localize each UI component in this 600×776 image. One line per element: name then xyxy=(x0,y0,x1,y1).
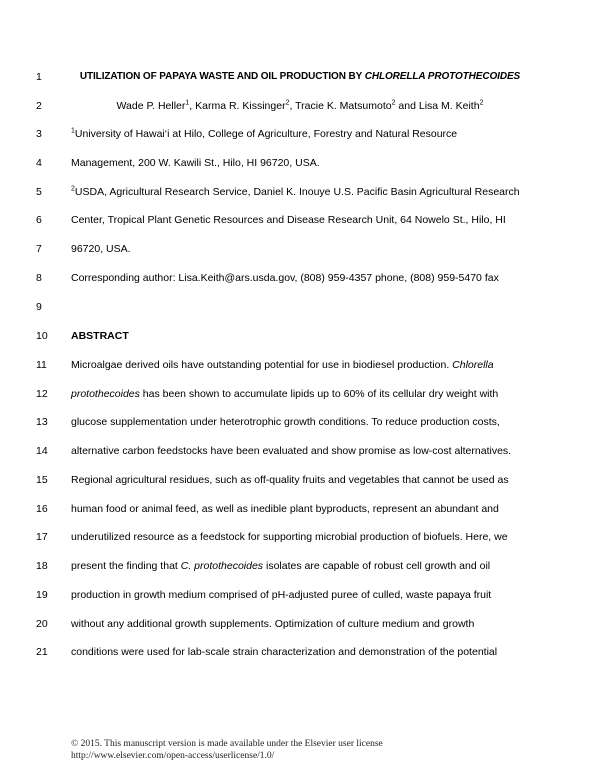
line-number: 2 xyxy=(36,100,42,112)
line-2 xyxy=(0,98,600,114)
line-number: 6 xyxy=(36,214,42,226)
line-14 xyxy=(0,443,600,459)
abstract-text: alternative carbon feedstocks have been evaluated and show promise as low-cost alternatives. xyxy=(71,445,512,457)
abstract-text: Regional agricultural residues, such as off-quality fruits and vegetables that cannot be used as xyxy=(71,474,509,486)
abstract-text: without any additional growth supplements. Optimization of culture medium and growth xyxy=(71,618,475,630)
line-number: 16 xyxy=(36,503,48,515)
line-8 xyxy=(0,270,600,286)
line-number: 3 xyxy=(36,128,42,140)
affiliation-2-end: 96720, USA. xyxy=(71,243,131,255)
license-footer xyxy=(71,738,383,762)
line-9 xyxy=(0,299,600,315)
line-3 xyxy=(0,126,600,142)
abstract-text: protothecoides has been shown to accumulate lipids up to 60% of its cellular dry weight with xyxy=(71,388,499,400)
copyright-notice: © 2015. This manuscript version is made available under the Elsevier user license xyxy=(71,739,383,749)
affiliation-1: $^1$University of Hawai‘i at Hilo, College of Agriculture, Forestry and Natural Resource xyxy=(71,127,458,140)
line-6 xyxy=(0,212,600,228)
line-1 xyxy=(0,69,600,85)
abstract-text: underutilized resource as a feedstock for supporting microbial production of biofuels. Here, we xyxy=(71,531,508,543)
corresponding-author: Corresponding author: Lisa.Keith@ars.usda.gov, (808) 959-4357 phone, (808) 959-5470 fax xyxy=(71,272,499,284)
line-20 xyxy=(0,616,600,632)
line-12 xyxy=(0,386,600,402)
line-13 xyxy=(0,414,600,430)
affiliation-2-cont: Center, Tropical Plant Genetic Resources and Disease Research Unit, 64 Nowelo St., Hilo, HI xyxy=(71,214,506,226)
affiliation-2: $^2$USDA, Agricultural Research Service, Daniel K. Inouye U.S. Pacific Basin Agricultural Research xyxy=(71,185,520,198)
line-19 xyxy=(0,587,600,603)
line-7 xyxy=(0,241,600,257)
abstract-text: glucose supplementation under heterotrophic growth conditions. To reduce production costs, xyxy=(71,416,500,428)
line-number: 17 xyxy=(36,531,48,543)
line-number: 15 xyxy=(36,474,48,486)
line-number: 13 xyxy=(36,416,48,428)
abstract-text: conditions were used for lab-scale strain characterization and demonstration of the potential xyxy=(71,646,498,658)
line-number: 7 xyxy=(36,243,42,255)
abstract-text: production in growth medium comprised of pH-adjusted puree of culled, waste papaya fruit xyxy=(71,589,492,601)
license-link[interactable]: http://www.elsevier.com/open-access/userlicense/1.0/ xyxy=(71,751,275,761)
line-number: 9 xyxy=(36,301,42,313)
line-number: 10 xyxy=(36,330,48,342)
line-number: 5 xyxy=(36,186,42,198)
abstract-text: human food or animal feed, as well as inedible plant byproducts, represent an abundant and xyxy=(71,503,499,515)
line-11 xyxy=(0,357,600,373)
line-number: 4 xyxy=(36,157,42,169)
line-15 xyxy=(0,472,600,488)
line-number: 12 xyxy=(36,388,48,400)
line-number: 20 xyxy=(36,618,48,630)
abstract-heading: ABSTRACT xyxy=(71,330,129,342)
paper-title: UTILIZATION OF PAPAYA WASTE AND OIL PRODUCTION BY CHLORELLA PROTOTHECOIDES xyxy=(79,71,521,82)
line-10 xyxy=(0,328,600,344)
line-17 xyxy=(0,529,600,545)
line-number: 1 xyxy=(36,71,42,83)
affiliation-1-cont: Management, 200 W. Kawili St., Hilo, HI 96720, USA. xyxy=(71,157,320,169)
line-number: 18 xyxy=(36,560,48,572)
line-18 xyxy=(0,558,600,574)
line-number: 8 xyxy=(36,272,42,284)
line-4 xyxy=(0,155,600,171)
line-number: 14 xyxy=(36,445,48,457)
author-list: Wade P. Heller$^1$, Karma R. Kissinger$^2$, Tracie K. Matsumoto$^2$ and Lisa M. Keith$^2$ xyxy=(116,99,484,112)
line-number: 21 xyxy=(36,646,48,658)
line-16 xyxy=(0,501,600,517)
line-number: 19 xyxy=(36,589,48,601)
line-5 xyxy=(0,184,600,200)
abstract-text: present the finding that C. protothecoides isolates are capable of robust cell growth and oil xyxy=(71,560,491,572)
abstract-text: Microalgae derived oils have outstanding potential for use in biodiesel production. Chlorella xyxy=(71,359,494,371)
line-21 xyxy=(0,644,600,660)
line-number: 11 xyxy=(36,359,47,371)
